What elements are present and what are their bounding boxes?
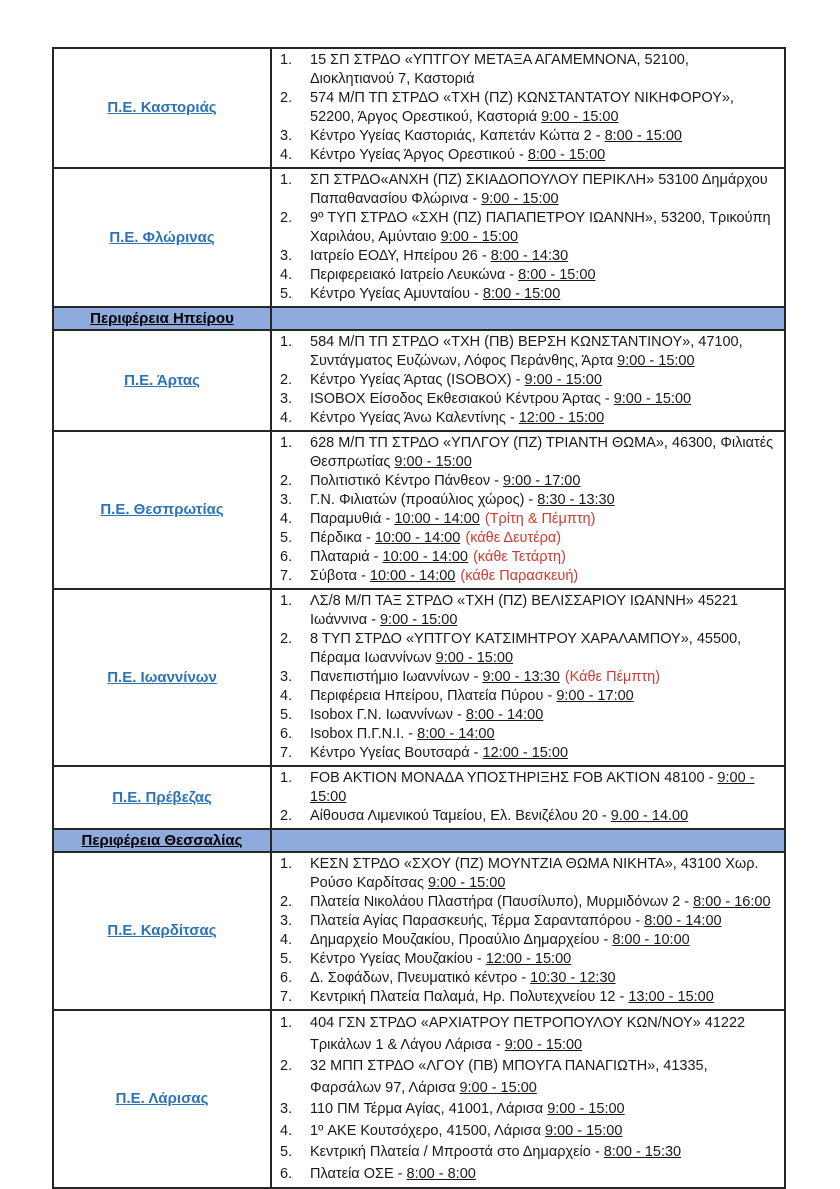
- opening-hours: 8:00 - 14:00: [465, 707, 544, 723]
- locations-cell: [271, 48, 785, 168]
- location-item: [278, 127, 776, 146]
- locations-cell: [271, 1010, 785, 1188]
- location-item: [278, 434, 776, 472]
- location-item: [278, 950, 776, 969]
- locations-cell: [271, 330, 785, 431]
- region-row: [53, 589, 785, 766]
- opening-hours: 9:00 - 15:00: [481, 191, 559, 207]
- location-item: [278, 1013, 776, 1056]
- location-text: 574 Μ/Π ΤΠ ΣΤΡΔΟ «ΤΧΗ (ΠΖ) ΚΩΝΣΤΑΝΤΑΤΟΥ ΝΙΚΗΦΟΡΟΥ», 52200, Άργος Ορεστικού, Καστοριά: [310, 90, 734, 125]
- location-item: [278, 855, 776, 893]
- opening-hours: 8:00 - 16:00: [693, 894, 771, 910]
- location-text: Πολιτιστικό Κέντρο Πάνθεον -: [310, 473, 504, 489]
- opening-hours: 9:00 - 13:30: [482, 669, 560, 685]
- location-item: [278, 567, 776, 586]
- location-text: Πλατεία Αγίας Παρασκευής, Τέρμα Σαρανταπόρου -: [310, 913, 645, 929]
- band-label-cell: [53, 307, 271, 330]
- location-text: ΚΕΣΝ ΣΤΡΔΟ «ΣΧΟΥ (ΠΖ) ΜΟΥΝΤΖΙΑ ΘΩΜΑ ΝΙΚΗΤΑ», 43100 Χωρ. Ρούσο Καρδίτσας: [310, 856, 759, 891]
- opening-hours: 9:00 - 15:00: [379, 612, 458, 628]
- location-text: Αίθουσα Λιμενικού Ταμείου, Ελ. Βενιζέλου 20 -: [310, 808, 611, 824]
- location-text: 32 ΜΠΠ ΣΤΡΔΟ «ΛΓΟΥ (ΠΒ) ΜΠΟΥΓΑ ΠΑΝΑΓΙΩΤΗ», 41335, Φαρσάλων 97, Λάρισα: [310, 1058, 708, 1096]
- location-text: Πλατεία Νικολάου Πλαστήρα (Παυσίλυπο), Μυρμιδόνων 2 -: [310, 894, 694, 910]
- region-row: [53, 431, 785, 589]
- location-list: [278, 855, 776, 1007]
- regions-table-body: [53, 48, 785, 1188]
- band-label: Περιφέρεια Ηπείρου: [90, 310, 234, 327]
- location-text: Πανεπιστήμιο Ιωαννίνων -: [310, 669, 483, 685]
- location-text: Σύβοτα -: [310, 568, 370, 584]
- location-text: Κέντρο Υγείας Άρτας (ISOBOX) -: [310, 372, 525, 388]
- location-item: [278, 1099, 776, 1121]
- location-item: [278, 371, 776, 390]
- day-note: (κάθε Παρασκευή): [460, 568, 579, 584]
- opening-hours: 9:00 - 17:00: [503, 473, 581, 489]
- location-item: [278, 744, 776, 763]
- location-text: Isobox Γ.Ν. Ιωαννίνων -: [310, 707, 466, 723]
- location-text: ISOBOX Είσοδος Εκθεσιακού Κέντρου Άρτας -: [310, 391, 614, 407]
- location-item: [278, 266, 776, 285]
- region-link[interactable]: Π.Ε. Θεσπρωτίας: [100, 501, 224, 518]
- location-item: [278, 209, 776, 247]
- locations-cell: [271, 766, 785, 829]
- location-item: [278, 171, 776, 209]
- location-text: Πλαταριά -: [310, 549, 383, 565]
- location-item: [278, 988, 776, 1007]
- location-item: [278, 687, 776, 706]
- day-note: (κάθε Δευτέρα): [465, 530, 562, 546]
- region-link[interactable]: Π.Ε. Ιωαννίνων: [107, 668, 217, 686]
- opening-hours: 8:00 - 15:00: [527, 147, 606, 163]
- location-text: Κέντρο Υγείας Μουζακίου -: [310, 951, 486, 967]
- location-item: [278, 333, 776, 371]
- opening-hours: 9:00 - 15:00: [545, 1122, 623, 1139]
- region-link[interactable]: Π.Ε. Πρέβεζας: [112, 788, 212, 806]
- location-item: [278, 769, 776, 807]
- location-text: Πλατεία ΟΣΕ -: [310, 1165, 407, 1182]
- location-text: Δημαρχείο Μουζακίου, Προαύλιο Δημαρχείου -: [310, 932, 613, 948]
- location-item: [278, 1056, 776, 1099]
- region-row: [53, 48, 785, 168]
- location-item: [278, 630, 776, 668]
- opening-hours: 9:00 - 15:00: [435, 650, 514, 666]
- opening-hours: 9:00 - 15:00: [617, 353, 695, 369]
- location-item: [278, 668, 776, 687]
- location-text: Περιφέρεια Ηπείρου, Πλατεία Πύρου -: [310, 688, 557, 704]
- opening-hours: 8:00 - 15:00: [604, 128, 682, 144]
- location-text: Ιατρείο ΕΟΔΥ, Ηπείρου 26 -: [310, 248, 491, 264]
- opening-hours: 9:00 - 15:00: [459, 1079, 537, 1096]
- location-item: [278, 592, 776, 630]
- location-text: Κέντρο Υγείας Βουτσαρά -: [310, 745, 483, 761]
- opening-hours: 8:30 - 13:30: [537, 492, 615, 508]
- location-list: [278, 592, 776, 763]
- opening-hours: 9:00 - 15:00: [613, 391, 692, 407]
- locations-cell: [271, 431, 785, 589]
- location-list: [278, 1013, 776, 1185]
- region-row: [53, 766, 785, 829]
- band-label-cell: [53, 829, 271, 852]
- opening-hours: 9:00 - 15:00: [504, 1036, 583, 1053]
- opening-hours: 9:00 - 17:00: [556, 688, 634, 704]
- location-item: [278, 1121, 776, 1143]
- opening-hours: 8:00 - 14:00: [644, 913, 722, 929]
- opening-hours: 8:00 - 8:00: [406, 1165, 476, 1182]
- location-text: Κεντρική Πλατεία Παλαμά, Ηρ. Πολυτεχνείου 12 -: [310, 989, 629, 1005]
- region-row: [53, 852, 785, 1010]
- opening-hours: 12:00 - 15:00: [485, 951, 572, 967]
- opening-hours: 8:00 - 14:30: [490, 248, 569, 264]
- location-list: [278, 769, 776, 826]
- location-text: 15 ΣΠ ΣΤΡΔΟ «ΥΠΤΓΟΥ ΜΕΤΑΞΑ ΑΓΑΜΕΜΝΟΝΑ, 52100, Διοκλητιανού 7, Καστοριά: [310, 52, 689, 87]
- location-text: Περιφερειακό Ιατρείο Λευκώνα -: [310, 267, 519, 283]
- opening-hours: 8:00 - 14:00: [417, 726, 495, 742]
- locations-cell: [271, 168, 785, 307]
- location-list: [278, 51, 776, 165]
- location-item: [278, 893, 776, 912]
- location-text: Δ. Σοφάδων, Πνευματικό κέντρο -: [310, 970, 531, 986]
- location-item: [278, 510, 776, 529]
- location-item: [278, 706, 776, 725]
- region-band-row: [53, 829, 785, 852]
- opening-hours: 9:00 - 15:00: [440, 229, 519, 245]
- band-empty-cell: [271, 829, 785, 852]
- day-note: (Κάθε Πέμπτη): [564, 669, 661, 685]
- location-item: [278, 89, 776, 127]
- regions-table: [52, 47, 786, 1189]
- opening-hours: 9:00 - 15:00: [547, 1101, 625, 1117]
- opening-hours: 9:00 - 15:00: [524, 372, 602, 388]
- region-row: [53, 168, 785, 307]
- location-text: Κέντρο Υγείας Καστοριάς, Καπετάν Κώττα 2 -: [310, 128, 605, 144]
- location-text: 404 ΓΣΝ ΣΤΡΔΟ «ΑΡΧΙΑΤΡΟΥ ΠΕΤΡΟΠΟΥΛΟΥ ΚΩΝ/ΝΟΥ» 41222 Τρικάλων 1 & Λάγου Λάρισα -: [310, 1015, 746, 1053]
- location-text: ΛΣ/8 Μ/Π ΤΑΞ ΣΤΡΔΟ «ΤΧΗ (ΠΖ) ΒΕΛΙΣΣΑΡΙΟΥ ΙΩΑΝΝΗ» 45221 Ιωάννινα -: [310, 593, 739, 628]
- location-text: Γ.Ν. Φιλιατών (προαύλιος χώρος) -: [310, 492, 538, 508]
- location-text: Παραμυθιά -: [310, 511, 395, 527]
- region-row: [53, 330, 785, 431]
- location-item: [278, 1142, 776, 1164]
- region-link[interactable]: Π.Ε. Άρτας: [124, 371, 200, 389]
- region-name-cell: [53, 431, 271, 589]
- day-note: (Τρίτη & Πέμπτη): [484, 511, 596, 527]
- location-item: [278, 146, 776, 165]
- location-item: [278, 51, 776, 89]
- region-band-row: [53, 307, 785, 330]
- location-text: ΣΠ ΣΤΡΔΟ«ΑΝΧΗ (ΠΖ) ΣΚΙΑΔΟΠΟΥΛΟΥ ΠΕΡΙΚΛΗ» 53100 Δημάρχου Παπαθανασίου Φλώρινα -: [310, 172, 768, 207]
- location-item: [278, 390, 776, 409]
- opening-hours: 9:00 - 15:00: [394, 454, 472, 470]
- location-text: 584 Μ/Π ΤΠ ΣΤΡΔΟ «ΤΧΗ (ΠΒ) ΒΕΡΣΗ ΚΩΝΣΤΑΝΤΙΝΟΥ», 47100, Συντάγματος Ευζώνων, Λόφος Περάνθης, Άρτα: [310, 334, 743, 369]
- region-link[interactable]: Π.Ε. Φλώρινας: [109, 228, 215, 246]
- location-text: Isobox Π.Γ.Ν.Ι. -: [310, 726, 418, 742]
- opening-hours: 10:00 - 14:00: [374, 530, 461, 546]
- location-text: Πέρδικα -: [310, 530, 375, 546]
- location-text: Κεντρική Πλατεία / Μπροστά στο Δημαρχείο -: [310, 1144, 604, 1160]
- region-link[interactable]: Π.Ε. Καρδίτσας: [107, 922, 217, 939]
- region-name-cell: [53, 852, 271, 1010]
- location-item: [278, 247, 776, 266]
- location-list: [278, 434, 776, 586]
- day-note: (κάθε Τετάρτη): [473, 549, 566, 565]
- location-text: Κέντρο Υγείας Άργος Ορεστικού -: [310, 147, 528, 163]
- opening-hours: 12:00 - 15:00: [482, 745, 569, 761]
- opening-hours: 8:00 - 10:00: [612, 932, 690, 948]
- location-text: 9º ΤΥΠ ΣΤΡΔΟ «ΣΧΗ (ΠΖ) ΠΑΠΑΠΕΤΡΟΥ ΙΩΑΝΝΗ», 53200, Τρικούπη Χαριλάου, Αμύνταιο: [310, 210, 771, 245]
- location-text: 8 ΤΥΠ ΣΤΡΔΟ «ΥΠΤΓΟΥ ΚΑΤΣΙΜΗΤΡΟΥ ΧΑΡΑΛΑΜΠΟΥ», 45500, Πέραμα Ιωαννίνων: [310, 631, 742, 666]
- opening-hours: 9:00 - 15:00: [541, 109, 619, 125]
- location-item: [278, 931, 776, 950]
- locations-cell: [271, 589, 785, 766]
- opening-hours: 9.00 - 14.00: [610, 808, 689, 824]
- opening-hours: 9:00 - 15:00: [310, 770, 755, 805]
- opening-hours: 13:00 - 15:00: [628, 989, 714, 1005]
- location-list: [278, 171, 776, 304]
- region-name-cell: [53, 168, 271, 307]
- location-text: FOB AKTION ΜΟΝΑΔΑ ΥΠΟΣΤΗΡΙΞΗΣ FOB AKTION 48100 -: [310, 770, 718, 786]
- region-name-cell: [53, 589, 271, 766]
- band-label: Περιφέρεια Θεσσαλίας: [81, 832, 243, 849]
- region-name-cell: [53, 48, 271, 168]
- opening-hours: 10:00 - 14:00: [369, 568, 456, 584]
- location-text: 628 Μ/Π ΤΠ ΣΤΡΔΟ «ΥΠΛΓΟΥ (ΠΖ) ΤΡΙΑΝΤΗ ΘΩΜΑ», 46300, Φιλιατές Θεσπρωτίας: [310, 435, 774, 470]
- opening-hours: 10:30 - 12:30: [530, 970, 616, 986]
- region-link[interactable]: Π.Ε. Καστοριάς: [107, 99, 217, 116]
- opening-hours: 8:00 - 15:00: [482, 286, 561, 302]
- location-item: [278, 807, 776, 826]
- location-list: [278, 333, 776, 428]
- location-item: [278, 969, 776, 988]
- location-item: [278, 529, 776, 548]
- location-item: [278, 409, 776, 428]
- location-item: [278, 912, 776, 931]
- opening-hours: 10:00 - 14:00: [394, 511, 480, 527]
- region-row: [53, 1010, 785, 1188]
- opening-hours: 12:00 - 15:00: [518, 410, 605, 426]
- locations-cell: [271, 852, 785, 1010]
- region-name-cell: [53, 766, 271, 829]
- region-name-cell: [53, 1010, 271, 1188]
- location-item: [278, 725, 776, 744]
- opening-hours: 8:00 - 15:00: [518, 267, 596, 283]
- location-item: [278, 1164, 776, 1186]
- location-text: 1º ΑΚΕ Κουτσόχερο, 41500, Λάρισα: [310, 1122, 545, 1139]
- location-item: [278, 548, 776, 567]
- region-link[interactable]: Π.Ε. Λάρισας: [115, 1090, 209, 1107]
- location-text: Κέντρο Υγείας Άνω Καλεντίνης -: [310, 410, 519, 426]
- location-item: [278, 491, 776, 510]
- band-empty-cell: [271, 307, 785, 330]
- location-text: 110 ΠΜ Τέρμα Αγίας, 41001, Λάρισα: [310, 1101, 548, 1117]
- opening-hours: 9:00 - 15:00: [428, 875, 506, 891]
- location-text: Κέντρο Υγείας Αμυνταίου -: [310, 286, 483, 302]
- opening-hours: 8:00 - 15:30: [603, 1144, 682, 1160]
- location-item: [278, 472, 776, 491]
- region-name-cell: [53, 330, 271, 431]
- location-item: [278, 285, 776, 304]
- opening-hours: 10:00 - 14:00: [382, 549, 468, 565]
